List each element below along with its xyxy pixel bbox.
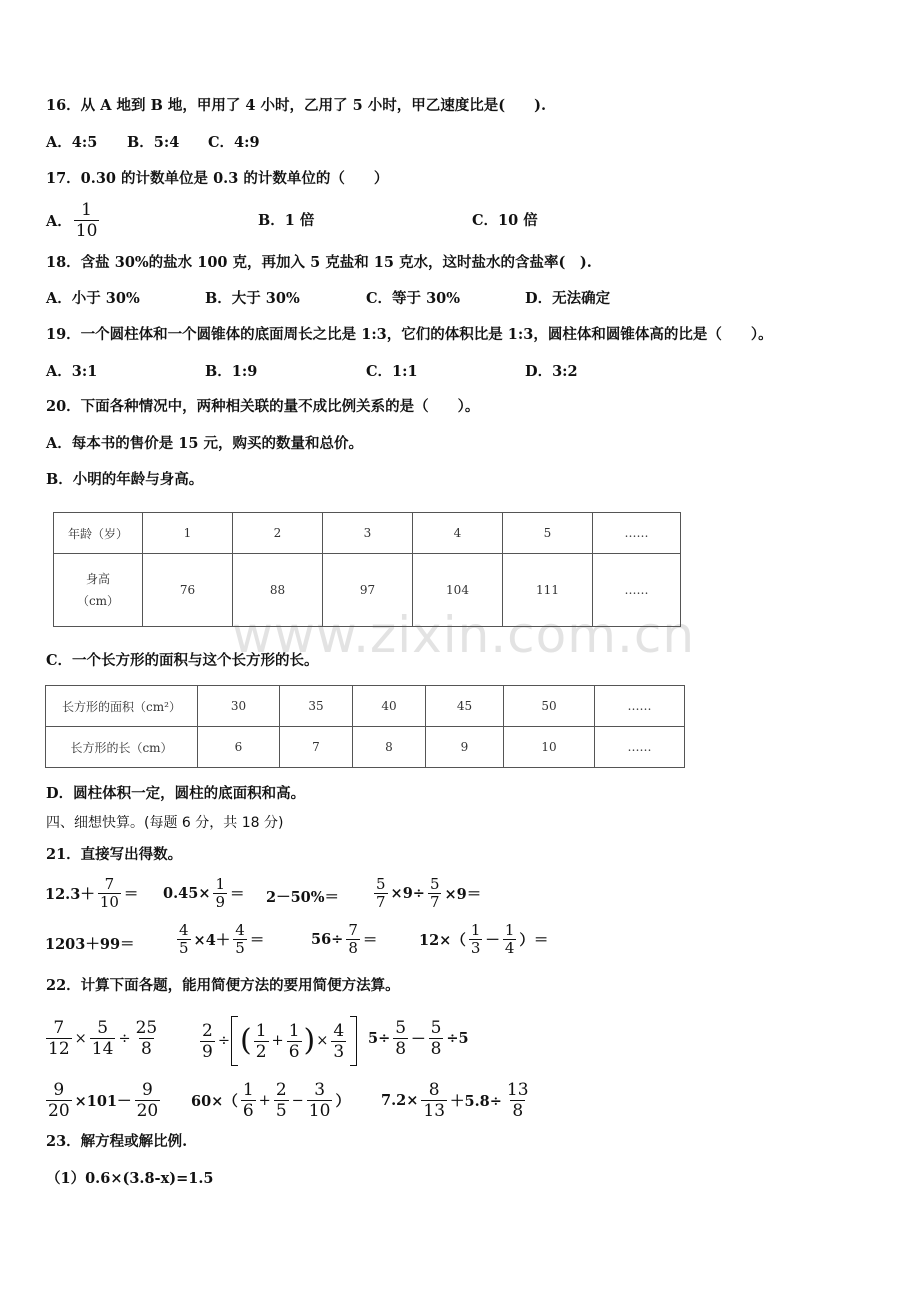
q17-option-b: B．1 倍 <box>258 212 315 229</box>
expr-text: ＋5.8÷ <box>450 1093 502 1110</box>
numerator: 4 <box>333 1020 345 1041</box>
operator: + <box>258 1092 271 1109</box>
denominator: 7 <box>429 893 440 911</box>
numerator: 7 <box>53 1018 65 1038</box>
denominator: 5 <box>235 939 245 957</box>
expr-text: ×9＝ <box>444 886 482 903</box>
table-cell: 76 <box>143 554 233 627</box>
q16-option-b: B．5:4 <box>127 134 180 151</box>
fraction <box>331 1021 346 1062</box>
height-label: 身高 <box>85 572 110 586</box>
numerator: 5 <box>395 1018 407 1038</box>
expr-text: 7.2× <box>381 1092 419 1109</box>
denominator: 8 <box>348 939 358 957</box>
q22-stem: 22．计算下面各题，能用简便方法的要用简便方法算。 <box>46 977 400 994</box>
expr-text: 12.3＋ <box>45 886 95 903</box>
fraction <box>346 922 360 957</box>
q21-expr-4 <box>372 876 482 911</box>
q21-expr-5 <box>44 933 136 954</box>
q23-stem: 23．解方程或解比例. <box>46 1133 188 1150</box>
q17-option-c: C．10 倍 <box>472 212 538 229</box>
denominator: 4 <box>504 939 515 957</box>
table-cell: 4 <box>413 513 503 554</box>
numerator: 5 <box>430 1018 442 1038</box>
expr-text: 60×（ <box>191 1093 238 1110</box>
expr-text: ×9÷ <box>390 885 425 902</box>
numerator: 1 <box>81 200 92 220</box>
table-row <box>46 686 685 727</box>
numerator: 2 <box>202 1020 213 1041</box>
expr-text: ） <box>335 1093 350 1110</box>
watermark: www.zixin.com.cn <box>232 606 696 664</box>
table-cell: 30 <box>198 686 280 727</box>
q17-option-a-label: A． <box>46 213 72 230</box>
q18-option-a: A．小于 30% <box>46 290 140 307</box>
denominator: 8 <box>141 1039 152 1059</box>
table-cell: 97 <box>323 554 413 627</box>
fraction <box>90 1018 116 1059</box>
numerator: 1 <box>288 1020 300 1041</box>
denominator: 14 <box>91 1039 114 1059</box>
fraction <box>429 1018 444 1059</box>
q20-option-d: D．圆柱体积一定，圆柱的底面积和高。 <box>46 785 306 802</box>
fraction <box>393 1018 408 1059</box>
table-row <box>54 513 681 554</box>
q18-option-b: B．大于 30% <box>205 290 300 307</box>
operator: − <box>291 1092 304 1109</box>
table-cell: 50 <box>504 686 595 727</box>
numerator: 4 <box>235 921 245 939</box>
fraction <box>98 876 121 911</box>
fraction <box>241 1080 256 1121</box>
denominator: 6 <box>242 1101 254 1121</box>
expr-text: ＝ <box>230 886 245 903</box>
fraction <box>46 1018 72 1059</box>
denominator: 5 <box>179 939 189 957</box>
table-cell: 6 <box>198 727 280 768</box>
denominator: 2 <box>255 1041 267 1062</box>
fraction <box>233 922 247 957</box>
table-header-cell: 长方形的面积（cm²） <box>46 686 198 727</box>
q20-option-b: B．小明的年龄与身高。 <box>46 471 204 488</box>
fraction <box>46 1080 72 1121</box>
fraction <box>428 876 442 911</box>
table-row <box>54 554 681 627</box>
table-cell: 3 <box>323 513 413 554</box>
operator: × <box>316 1033 329 1049</box>
denominator: 10 <box>308 1101 331 1121</box>
q17-option-a <box>46 200 101 241</box>
numerator: 9 <box>141 1080 153 1100</box>
denominator: 13 <box>423 1101 446 1121</box>
expr-text: 12×（ <box>419 932 466 949</box>
numerator: 13 <box>506 1080 529 1100</box>
numerator: 2 <box>275 1080 287 1100</box>
fraction <box>469 922 483 957</box>
operator: ÷ <box>217 1033 230 1049</box>
expr-text: ÷5 <box>446 1030 469 1047</box>
age-height-table <box>53 512 681 627</box>
denominator: 10 <box>75 221 98 241</box>
denominator: 5 <box>275 1101 287 1121</box>
q22-expr-1 <box>44 1018 161 1059</box>
fraction <box>503 922 517 957</box>
fraction <box>177 922 191 957</box>
q16-stem: 16．从 A 地到 B 地，甲用了 4 小时，乙用了 5 小时，甲乙速度比是( ). <box>46 97 547 114</box>
table-header-cell: 长方形的长（cm） <box>46 727 198 768</box>
operator: ÷ <box>118 1030 131 1047</box>
q21-expr-6 <box>175 922 265 957</box>
denominator: 3 <box>333 1041 345 1062</box>
fraction <box>421 1080 447 1121</box>
fraction <box>505 1080 531 1121</box>
table-row <box>46 727 685 768</box>
left-paren: ( <box>239 1023 252 1058</box>
q21-stem: 21．直接写出得数。 <box>46 846 183 863</box>
table-cell: …… <box>593 513 681 554</box>
table-header-cell <box>54 554 143 627</box>
denominator: 12 <box>48 1039 70 1059</box>
denominator: 3 <box>470 939 481 957</box>
left-square-bracket <box>231 1016 238 1066</box>
numerator: 5 <box>97 1018 109 1038</box>
numerator: 7 <box>104 875 115 893</box>
expr-text: 1203＋99＝ <box>45 936 135 953</box>
q19-stem: 19．一个圆柱体和一个圆锥体的底面周长之比是 1:3，它们的体积比是 1:3，圆柱体和圆锥体高的比是（ ）。 <box>46 326 773 343</box>
fraction <box>287 1021 302 1062</box>
expr-text: ×4＋ <box>193 932 231 949</box>
fraction <box>274 1080 289 1121</box>
q21-expr-1 <box>44 876 139 911</box>
table-cell: …… <box>595 686 685 727</box>
right-paren: ) <box>303 1023 316 1058</box>
table-cell: 1 <box>143 513 233 554</box>
q19-option-c: C．1:1 <box>366 363 418 380</box>
right-square-bracket <box>350 1016 357 1066</box>
denominator: 9 <box>202 1041 213 1062</box>
fraction <box>254 1021 269 1062</box>
numerator: 4 <box>179 921 189 939</box>
numerator: 8 <box>428 1080 440 1100</box>
table-cell: 45 <box>426 686 504 727</box>
q19-option-a: A．3:1 <box>46 363 98 380</box>
q20-option-a: A．每本书的售价是 15 元，购买的数量和总价。 <box>46 435 364 452</box>
q22-expr-2 <box>198 1016 357 1066</box>
table-cell: 9 <box>426 727 504 768</box>
q22-expr-5 <box>190 1080 351 1121</box>
denominator: 8 <box>512 1101 524 1121</box>
expr-text: ×101－ <box>74 1093 132 1110</box>
denominator: 8 <box>395 1039 407 1059</box>
numerator: 3 <box>314 1080 326 1100</box>
numerator: 9 <box>53 1080 65 1100</box>
numerator: 5 <box>429 875 440 893</box>
rectangle-table <box>45 685 685 768</box>
expr-text: 56÷ <box>311 931 344 948</box>
q22-expr-3 <box>367 1018 470 1059</box>
operator: + <box>271 1033 284 1049</box>
operator: － <box>411 1031 426 1048</box>
table-cell: 40 <box>353 686 426 727</box>
numerator: 7 <box>348 921 358 939</box>
table-cell: 8 <box>353 727 426 768</box>
numerator: 5 <box>376 875 386 893</box>
q22-expr-6 <box>380 1080 533 1121</box>
q19-option-b: B．1:9 <box>205 363 258 380</box>
fraction <box>135 1080 161 1121</box>
q21-expr-7 <box>310 922 378 957</box>
q17-option-a-fraction <box>74 200 100 241</box>
fraction <box>134 1018 160 1059</box>
q21-expr-3 <box>265 886 340 907</box>
q18-option-c: C．等于 30% <box>366 290 461 307</box>
q22-expr-4 <box>44 1080 162 1121</box>
denominator: 20 <box>136 1101 159 1121</box>
expr-text: 0.45× <box>163 885 211 902</box>
expr-text: 5÷ <box>368 1030 391 1047</box>
expr-text: ）＝ <box>519 932 549 949</box>
numerator: 25 <box>135 1018 158 1038</box>
q18-option-d: D．无法确定 <box>525 290 611 307</box>
denominator: 9 <box>215 893 226 911</box>
q16-option-c: C．4:9 <box>208 134 260 151</box>
expr-text: ＝ <box>123 886 139 903</box>
numerator: 1 <box>242 1080 254 1100</box>
numerator: 1 <box>215 875 226 893</box>
numerator: 1 <box>255 1020 267 1041</box>
q21-expr-8 <box>418 922 549 957</box>
numerator: 1 <box>504 921 515 939</box>
q20-stem: 20．下面各种情况中，两种相关联的量不成比例关系的是（ ）。 <box>46 398 480 415</box>
section-4-heading: 四、细想快算。(每题 6 分，共 18 分) <box>46 815 284 831</box>
expr-text: ＝ <box>362 932 378 949</box>
q18-stem: 18．含盐 30%的盐水 100 克，再加入 5 克盐和 15 克水，这时盐水的含盐率( ). <box>46 254 592 271</box>
expr-text: － <box>485 932 500 949</box>
q16-option-a: A．4:5 <box>46 134 98 151</box>
q19-option-d: D．3:2 <box>525 363 578 380</box>
table-cell: 104 <box>413 554 503 627</box>
denominator: 6 <box>288 1041 300 1062</box>
table-cell: 88 <box>233 554 323 627</box>
q23-part-1: （1）0.6×(3.8-x)=1.5 <box>46 1170 214 1187</box>
height-unit: （cm） <box>76 594 120 608</box>
denominator: 10 <box>99 893 119 911</box>
table-cell: 7 <box>280 727 353 768</box>
table-header-cell: 年龄（岁） <box>54 513 143 554</box>
table-cell: 35 <box>280 686 353 727</box>
fraction <box>374 876 388 911</box>
numerator: 1 <box>470 921 481 939</box>
q17-stem: 17．0.30 的计数单位是 0.3 的计数单位的（ ） <box>46 170 389 187</box>
table-cell: …… <box>595 727 685 768</box>
denominator: 7 <box>376 893 386 911</box>
fraction <box>213 876 227 911</box>
table-cell: 5 <box>503 513 593 554</box>
expr-text: 2－50%＝ <box>266 889 340 906</box>
operator: × <box>74 1030 87 1047</box>
expr-text: ＝ <box>249 932 265 949</box>
fraction <box>200 1021 215 1062</box>
fraction <box>307 1080 333 1121</box>
denominator: 8 <box>430 1039 442 1059</box>
q21-expr-2 <box>162 876 246 911</box>
denominator: 20 <box>48 1101 70 1121</box>
table-cell: …… <box>593 554 681 627</box>
table-cell: 111 <box>503 554 593 627</box>
q20-option-c: C．一个长方形的面积与这个长方形的长。 <box>46 652 319 669</box>
table-cell: 10 <box>504 727 595 768</box>
table-cell: 2 <box>233 513 323 554</box>
